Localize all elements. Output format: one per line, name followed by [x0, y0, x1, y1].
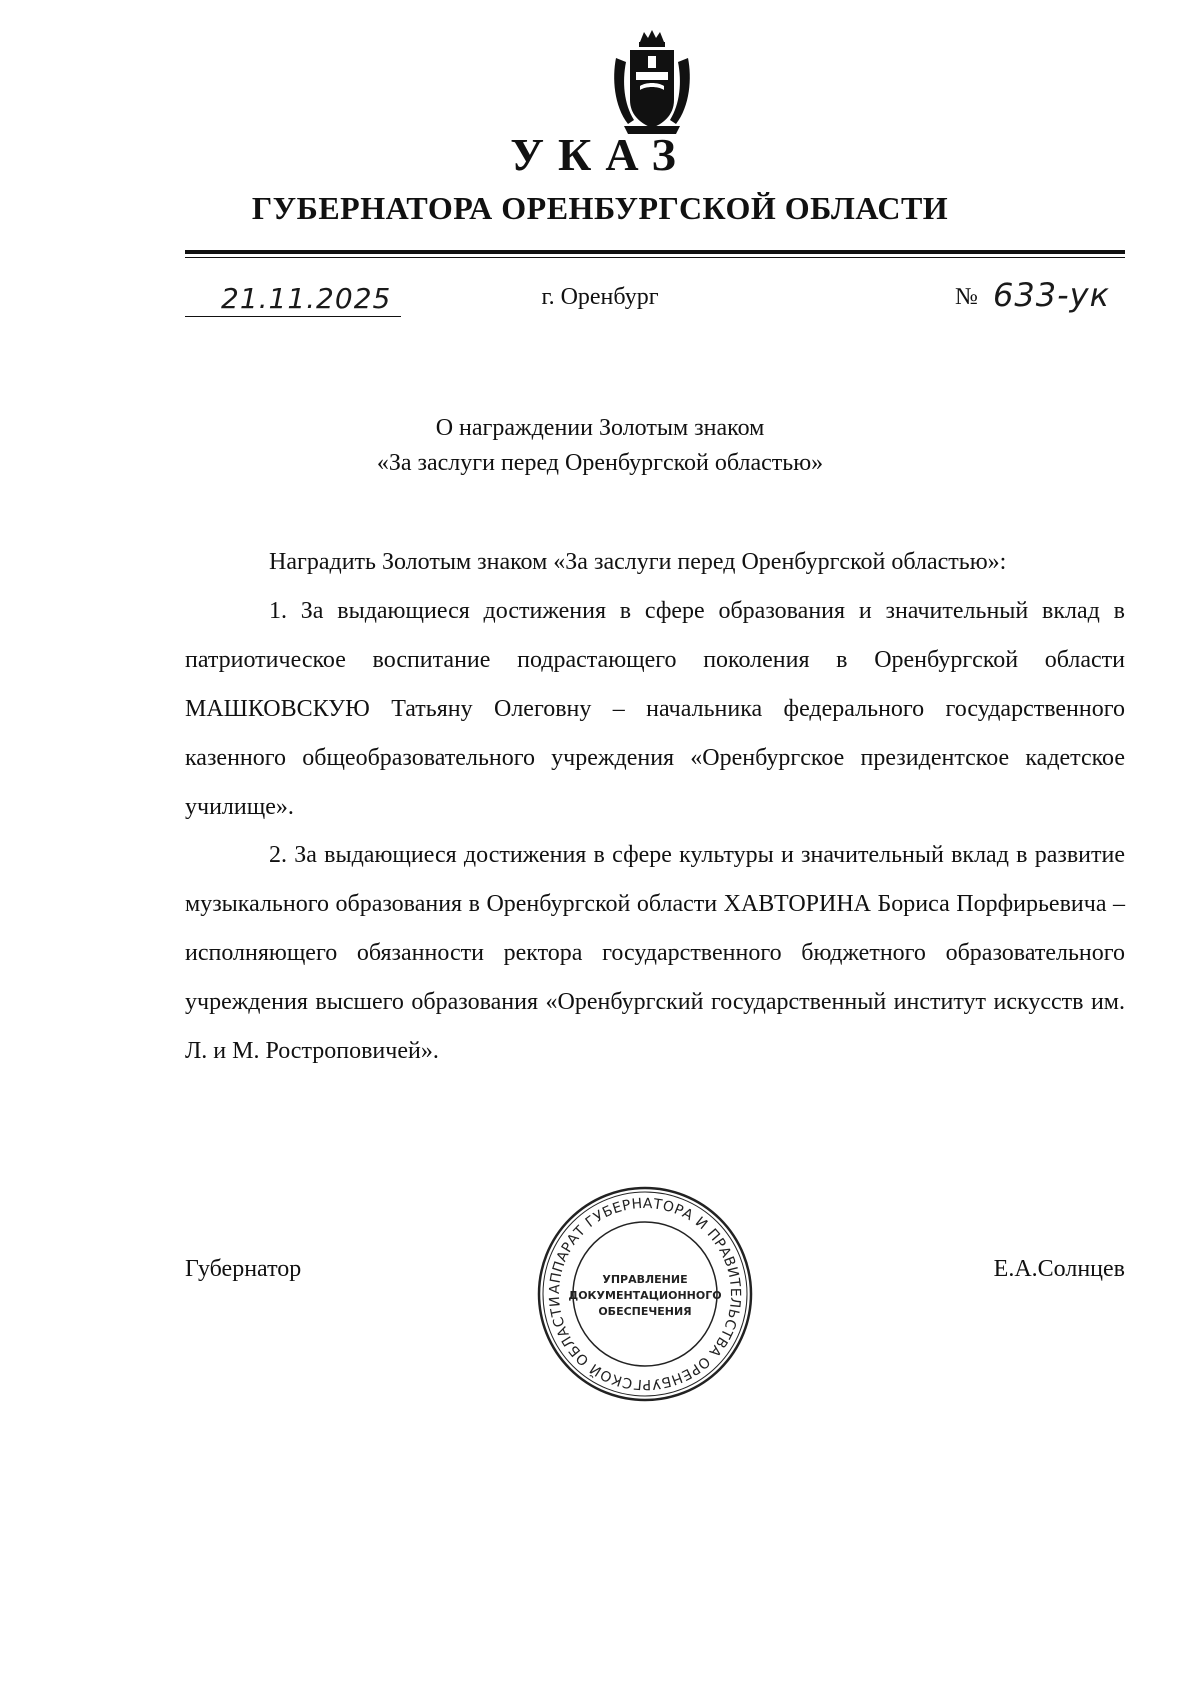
- date-underline: [185, 316, 401, 317]
- signer-position: Губернатор: [185, 1256, 302, 1282]
- subject-line-2: «За заслуги перед Оренбургской областью»: [376, 450, 824, 476]
- official-stamp: [536, 1185, 754, 1403]
- coat-of-arms-icon: [610, 28, 694, 136]
- date-value: 21.11.2025: [221, 282, 392, 315]
- signer-name: Е.А.Солнцев: [993, 1256, 1125, 1282]
- document-number-value: 633-ук: [993, 276, 1110, 314]
- stamp-center-line-1: УПРАВЛЕНИЕ: [602, 1273, 688, 1286]
- document-type-title: УКАЗ: [510, 129, 690, 180]
- stamp-center-line-3: ОБЕСПЕЧЕНИЯ: [598, 1305, 692, 1318]
- decree-subject: [0, 411, 1200, 481]
- header-rule-thick: [185, 250, 1125, 254]
- stamp-ring-text: АППАРАТ ГУБЕРНАТОРА И ПРАВИТЕЛЬСТВА ОРЕНБУРГСКОЙ ОБЛАСТИ: [546, 1195, 744, 1393]
- body-item-1-paragraph: 1. За выдающиеся достижения в сфере образования и значительный вклад в патриотическое воспитание подрастающего поколения в Оренбургской области МАШКОВСКУЮ Татьяну Олеговну – начальника федерального государственного казенного общеобразовательного учреждения «Оренбургское президентское кадетское училище».: [185, 597, 1125, 820]
- document-number-field: [955, 276, 1125, 336]
- header-rule-thin: [185, 257, 1125, 258]
- number-sign: №: [955, 284, 978, 310]
- issuer-heading: ГУБЕРНАТОРА ОРЕНБУРГСКОЙ ОБЛАСТИ: [251, 190, 949, 226]
- body-item-2-paragraph: 2. За выдающиеся достижения в сфере культуры и значительный вклад в развитие музыкального образования в Оренбургской области ХАВТОРИНА Бориса Порфирьевича – исполняющего обязанности ректора государственного бюджетного образовательного учреждения высшего образования «Оренбургский государственный институт искусств им. Л. и М. Ростроповичей».: [185, 842, 1125, 1065]
- subject-line-1: О награждении Золотым знаком: [435, 415, 765, 441]
- body-intro-paragraph: Наградить Золотым знаком «За заслуги перед Оренбургской областью»:: [269, 549, 1007, 575]
- decree-body: [185, 538, 1125, 1076]
- stamp-center-line-2: ДОКУМЕНТАЦИОННОГО: [568, 1289, 722, 1302]
- city-label: г. Оренбург: [541, 284, 659, 310]
